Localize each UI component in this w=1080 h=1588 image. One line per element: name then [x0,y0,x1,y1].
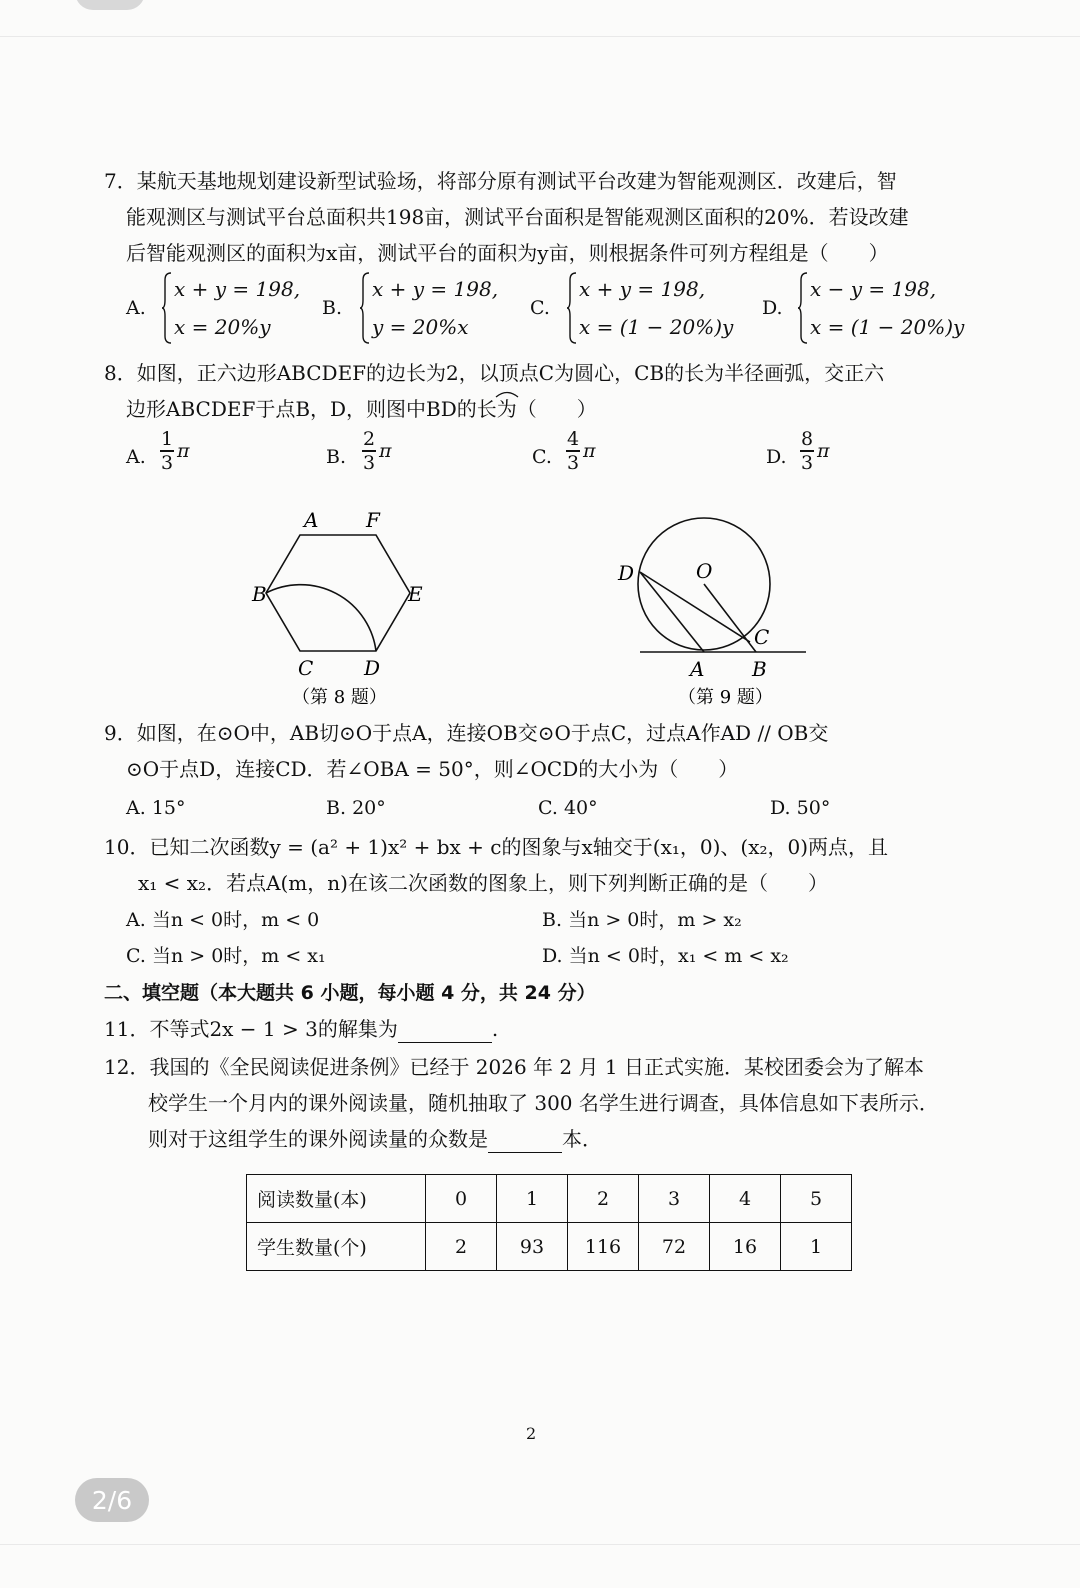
q11-line [104,1016,498,1043]
q8-line-2: 边形ABCDEF于点B，D，则图中BD的长为（ ） [126,397,597,421]
fig8-label-a: A [304,508,319,532]
q7-option-d-label: D. [762,297,783,319]
table-cell: 2 [568,1175,639,1223]
table-cell: 1 [497,1175,568,1223]
brace-icon [567,272,577,344]
q7-option-c-label: C. [530,297,550,319]
q12-line-3-post: 本． [562,1127,602,1151]
q10-option-d [542,944,789,968]
pi-symbol: π [817,439,830,462]
q8-option-c-value [566,428,596,474]
brace-icon [360,272,370,344]
q7-option-a-system [162,270,312,348]
q12-line-2: 校学生一个月内的课外阅读量，随机抽取了 300 名学生进行调查，具体信息如下表所示． [148,1091,939,1115]
q7-line-3: 后智能观测区的面积为x亩，测试平台的面积为y亩，则根据条件可列方程组是（ ） [126,241,889,265]
q10-option-b [542,908,742,932]
table-row [247,1223,852,1271]
page-number: 2 [526,1424,537,1443]
q8-d-denominator: 3 [800,451,814,474]
q10-a-label: A. [126,909,146,931]
arc-symbol-icon [494,388,520,398]
fig8-label-e: E [408,582,423,606]
q9-b-text: 20° [352,797,386,819]
q7-option-a-label: A. [126,297,146,319]
q7-a-eq1: x + y = 198, [174,277,301,301]
q9-a-text: 15° [151,797,186,819]
fig9-label-o: O [696,559,713,583]
figure-8-hexagon [240,505,440,715]
q7-option-b-label: B. [322,297,343,319]
q9-option-b [326,796,386,820]
fig9-label-c: C [754,625,770,649]
q7-b-eq1: x + y = 198, [372,277,499,301]
q12-answer-blank[interactable] [488,1126,562,1153]
previous-page-indicator [75,0,145,10]
q9-c-label: C. [538,797,558,819]
q7-d-eq2: x = (1 − 20%)y [810,315,965,339]
q9-c-text: 40° [563,797,598,819]
q7-option-d-system [798,270,978,348]
q10-c-text: 当n > 0时，m < x₁ [151,945,326,967]
table-cell: 5 [781,1175,852,1223]
q8-option-d-label: D. [766,446,787,468]
q8-c-numerator: 4 [566,428,580,450]
q9-line-1: 9．如图，在⊙O中，AB切⊙O于点A，连接OB交⊙O于点C，过点A作AD // OB交 [104,721,829,745]
q7-d-eq1: x − y = 198, [810,277,937,301]
table-cell: 1 [781,1223,852,1271]
q10-d-label: D. [542,945,563,967]
q9-option-c [538,796,598,820]
table-row-2-head: 学生数量(个) [247,1223,426,1271]
table-cell: 16 [710,1223,781,1271]
figure-9-circle [610,510,820,715]
fig8-caption: （第 8 题） [292,687,387,708]
table-cell: 72 [639,1223,710,1271]
q8-option-b-value [362,428,392,474]
fig8-label-f: F [366,508,380,532]
q10-b-text: 当n > 0时，m > x₂ [568,909,742,931]
q9-b-label: B. [326,797,347,819]
q8-b-numerator: 2 [362,428,376,450]
page-top-edge [0,36,1080,37]
segment-cd [640,572,750,642]
page-bottom-edge [0,1544,1080,1545]
table-cell: 116 [568,1223,639,1271]
q9-line-2: ⊙O于点D，连接CD．若∠OBA = 50°，则∠OCD的大小为（ ） [126,757,739,781]
fig9-caption: （第 9 题） [678,687,773,708]
q8-a-denominator: 3 [160,451,174,474]
q8-line-1: 8．如图，正六边形ABCDEF的边长为2，以顶点C为圆心，CB的长为半径画弧，交正六 [104,361,885,385]
q12-line-3-pre: 则对于这组学生的课外阅读量的众数是 [148,1127,488,1151]
arc-bd [266,585,376,651]
q8-option-b-label: B. [326,446,347,468]
table-cell: 0 [426,1175,497,1223]
q12-line-1: 12．我国的《全民阅读促进条例》已经于 2026 年 2 月 1 日正式实施．某校团委会为了解本 [104,1055,924,1079]
q9-d-label: D. [770,797,791,819]
q9-d-text: 50° [796,797,831,819]
fig9-label-a: A [690,657,705,681]
q11-text: 11．不等式2x − 1 > 3的解集为 [104,1017,398,1041]
table-cell: 93 [497,1223,568,1271]
pi-symbol: π [379,439,392,462]
fig9-label-b: B [752,657,767,681]
reading-table [246,1174,852,1271]
table-row [247,1175,852,1223]
q10-b-label: B. [542,909,563,931]
q10-line-1: 10．已知二次函数y = (a² + 1)x² + bx + c的图象与x轴交于(x₁，0)、(x₂，0)两点，且 [104,835,889,859]
q8-option-d-value [800,428,830,474]
q12-line-3 [148,1126,602,1153]
fig9-label-d: D [618,561,635,585]
q9-a-label: A. [126,797,146,819]
q7-option-b-system [360,270,510,348]
q7-line-1: 7．某航天基地规划建设新型试验场，将部分原有测试平台改建为智能观测区．改建后，智 [104,169,897,193]
table-row-1-head: 阅读数量(本) [247,1175,426,1223]
q9-option-d [770,796,830,820]
q7-a-eq2: x = 20%y [174,315,271,339]
section-2-title: 二、填空题（本大题共 6 小题，每小题 4 分，共 24 分） [104,982,596,1004]
q10-line-2: x₁ < x₂．若点A(m，n)在该二次函数的图象上，则下列判断正确的是（ ） [138,871,828,895]
q7-c-eq2: x = (1 − 20%)y [579,315,734,339]
q10-option-a [126,908,319,932]
q8-a-numerator: 1 [160,428,174,450]
q7-b-eq2: y = 20%x [372,315,469,339]
q8-c-denominator: 3 [566,451,580,474]
pi-symbol: π [583,439,596,462]
q8-d-numerator: 8 [800,428,814,450]
q8-option-c-label: C. [532,446,552,468]
fig8-label-b: B [252,582,267,606]
q7-line-2: 能观测区与测试平台总面积共198亩，测试平台面积是智能观测区面积的20%．若设改建 [126,205,909,229]
q10-a-text: 当n < 0时，m < 0 [151,909,320,931]
segment-ad [640,572,704,652]
brace-icon [798,272,808,344]
table-cell: 3 [639,1175,710,1223]
q8-option-a-value [160,428,190,474]
fig8-label-d: D [364,656,381,680]
q11-end: . [491,1017,499,1041]
brace-icon [162,272,172,344]
table-cell: 2 [426,1223,497,1271]
q10-d-text: 当n < 0时，x₁ < m < x₂ [568,945,789,967]
q11-answer-blank[interactable] [398,1016,492,1043]
table-cell: 4 [710,1175,781,1223]
q8-option-a-label: A. [126,446,146,468]
q7-option-c-system [567,270,747,348]
q10-option-c [126,944,326,968]
q7-c-eq1: x + y = 198, [579,277,706,301]
page-indicator[interactable]: 2/6 [75,1478,149,1522]
fig8-label-c: C [298,656,314,680]
hexagon-shape [266,535,410,651]
q10-c-label: C. [126,945,146,967]
pi-symbol: π [177,439,190,462]
q8-b-denominator: 3 [362,451,376,474]
q9-option-a [126,796,186,820]
